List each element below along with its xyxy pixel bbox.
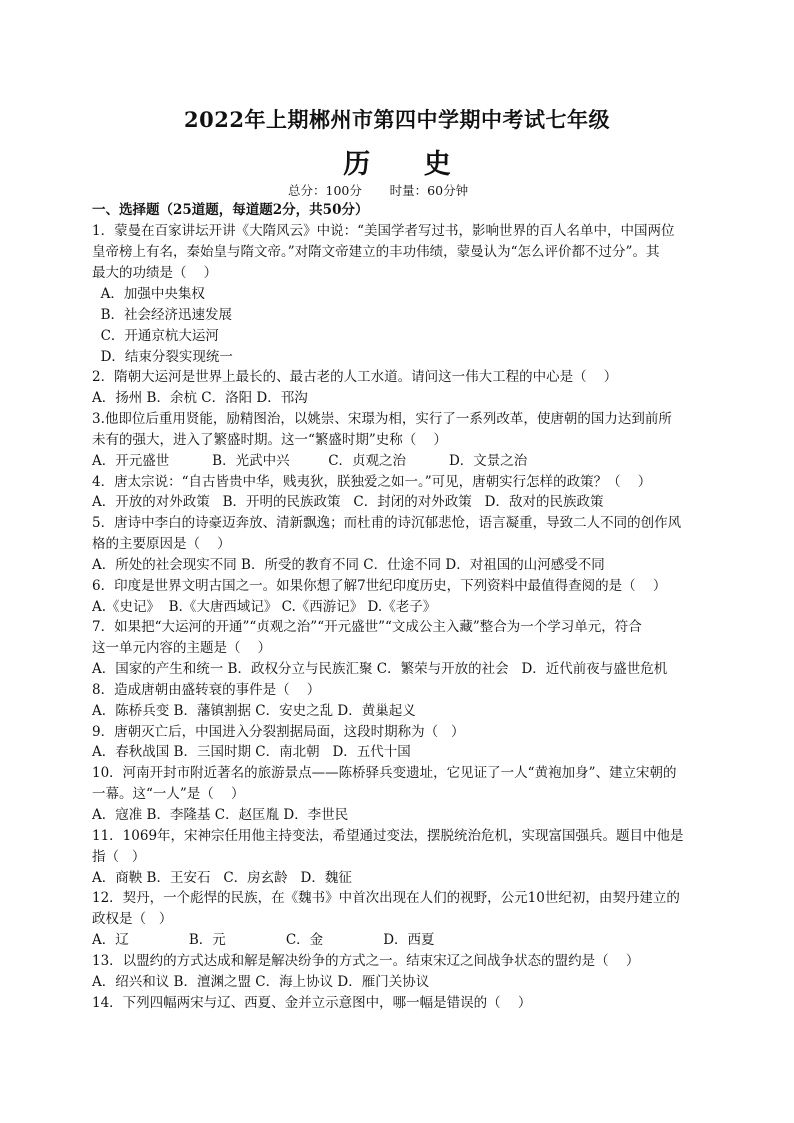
question-line: 未有的强大，进入了繁盛时期。这一“繁盛时期”史称（ ） — [92, 432, 447, 448]
question-line: 格的主要原因是（ ） — [92, 536, 231, 552]
option-line: A．所处的社会现实不同 B．所受的教育不同 C．仕途不同 D．对祖国的山河感受不同 — [92, 557, 605, 573]
question-line: 10．河南开封市附近著名的旅游景点——陈桥驿兵变遗址，它见证了一人“黄袍加身”、建立宋朝的 — [92, 765, 677, 781]
question-line: 1．蒙曼在百家讲坛开讲《大隋风云》中说：“美国学者写过书，影响世界的百人名单中，中国两位 — [92, 223, 675, 239]
question-line: 12．契丹，一个彪悍的民族，在《魏书》中首次出现在人们的视野，公元10世纪初，由契丹建立的 — [92, 890, 680, 906]
section-heading: 一、选择题（25道题，每道题2分，共50分） — [92, 202, 369, 218]
question-line: 一幕。这“一人”是（ ） — [92, 786, 245, 802]
question-line: 7．如果把“大运河的开通”“贞观之治”“开元盛世”“文成公主入藏”整合为一个学习单元，符合 — [92, 619, 642, 635]
question-line: 最大的功绩是（ ） — [92, 265, 218, 281]
option-line: A．开元盛世 B．光武中兴 C．贞观之治 D．文景之治 — [92, 453, 528, 469]
question-line: 3.他即位后重用贤能，励精图治，以姚崇、宋璟为相，实行了一系列改革，使唐朝的国力达到前所 — [92, 411, 672, 427]
option-line: A．寇准 B．李隆基 C．赵匡胤 D．李世民 — [92, 807, 349, 823]
option-line: A．开放的对外政策 B．开明的民族政策 C．封闭的对外政策 D．敌对的民族政策 — [92, 494, 604, 510]
question-line: 8．造成唐朝由盛转衰的事件是（ ） — [92, 682, 321, 698]
subject-title: 历 史 — [343, 149, 473, 180]
option-line: A．辽 B．元 C．金 D．西夏 — [92, 932, 435, 948]
question-line: 6．印度是世界文明古国之一。如果你想了解7世纪印度历史，下列资料中最值得查阅的是（ ） — [92, 578, 667, 594]
question-line: 2．隋朝大运河是世界上最长的、最古老的人工水道。请问这一伟大工程的中心是（ ） — [92, 369, 618, 385]
option-line: A．商鞅 B．王安石 C．房玄龄 D．魏征 — [92, 870, 352, 886]
question-line: 14．下列四幅两宋与辽、西夏、金并立示意图中，哪一幅是错误的（ ） — [92, 995, 532, 1011]
option-line: A．扬州 B．余杭 C．洛阳 D．邗沟 — [92, 390, 308, 406]
option-line: A．陈桥兵变 B．藩镇割据 C．安史之乱 D．黄巢起义 — [92, 703, 416, 719]
question-line: 5．唐诗中李白的诗豪迈奔放、清新飘逸；而杜甫的诗沉郁悲怆，语言凝重，导致二人不同的创作风 — [92, 515, 682, 531]
question-line: 4．唐太宗说：“自古皆贵中华，贱夷狄，朕独爱之如一。”可见，唐朝实行怎样的政策？（ ） — [92, 474, 652, 490]
option-line: B．社会经济迅速发展 — [92, 307, 233, 323]
question-line: 11．1069年，宋神宗任用他主持变法，希望通过变法，摆脱统治危机，实现富国强兵。题目中他是 — [92, 828, 684, 844]
option-line: A.《史记》 B.《大唐西域记》 C.《西游记》 D.《老子》 — [92, 599, 437, 615]
question-line: 指（ ） — [92, 849, 146, 865]
option-line: D．结束分裂实现统一 — [92, 349, 233, 365]
option-line: A．春秋战国 B．三国时期 C．南北朝 D．五代十国 — [92, 744, 411, 760]
question-line: 皇帝榜上有名，秦始皇与隋文帝。”对隋文帝建立的丰功伟绩，蒙曼认为“怎么评价都不过分”。其 — [92, 244, 660, 260]
option-line: A．绍兴和议 B．澶渊之盟 C．海上协议 D．雁门关协议 — [92, 974, 430, 990]
option-line: C．开通京杭大运河 — [92, 328, 219, 344]
question-line: 这一单元内容的主题是（ ） — [92, 640, 272, 656]
exam-meta: 总分：100分 时量：60分钟 — [288, 183, 469, 198]
option-line: A．加强中央集权 — [92, 286, 205, 302]
option-line: A．国家的产生和统一 B．政权分立与民族汇聚 C．繁荣与开放的社会 D．近代前夜与盛世危机 — [92, 661, 668, 677]
question-line: 9．唐朝灭亡后，中国进入分裂割据局面，这段时期称为（ ） — [92, 724, 465, 740]
exam-title: 2022年上期郴州市第四中学期中考试七年级 — [184, 107, 610, 132]
question-line: 政权是（ ） — [92, 911, 173, 927]
question-line: 13．以盟约的方式达成和解是解决纷争的方式之一。结束宋辽之间战争状态的盟约是（ ） — [92, 953, 640, 969]
